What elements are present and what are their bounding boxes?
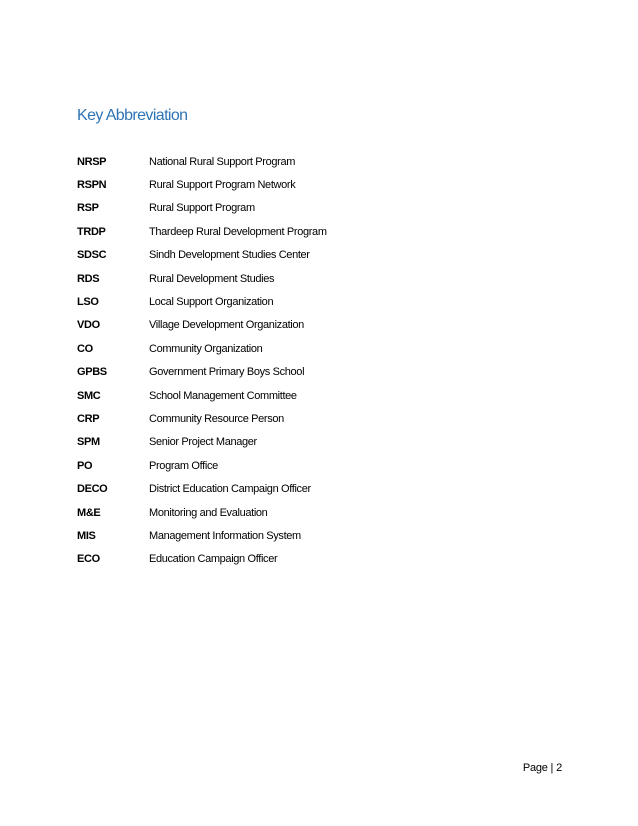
list-item bbox=[77, 548, 327, 571]
abbreviation-definition: Community Organization bbox=[149, 342, 263, 355]
abbreviation-definition: Village Development Organization bbox=[149, 319, 304, 332]
abbreviation-definition: Local Support Organization bbox=[149, 296, 274, 309]
abbreviation-definition: Monitoring and Evaluation bbox=[149, 506, 268, 519]
abbreviation-definition: Management Information System bbox=[149, 529, 301, 542]
list-item bbox=[77, 197, 327, 220]
list-item bbox=[77, 314, 327, 337]
list-item bbox=[77, 244, 327, 267]
abbreviation-term: CRP bbox=[77, 412, 100, 425]
list-item bbox=[77, 384, 327, 407]
list-item bbox=[77, 454, 327, 477]
abbreviation-definition: Program Office bbox=[149, 459, 218, 472]
list-item bbox=[77, 150, 327, 173]
abbreviation-definition: Rural Development Studies bbox=[149, 272, 275, 285]
abbreviation-definition: National Rural Support Program bbox=[149, 155, 296, 168]
abbreviation-list bbox=[77, 150, 327, 571]
list-item bbox=[77, 407, 327, 430]
list-item bbox=[77, 524, 327, 547]
list-item bbox=[77, 337, 327, 360]
list-item bbox=[77, 290, 327, 313]
abbreviation-term: RSPN bbox=[77, 179, 107, 192]
list-item bbox=[77, 220, 327, 243]
abbreviation-term: SPM bbox=[77, 436, 100, 449]
list-item bbox=[77, 361, 327, 384]
abbreviation-term: VDO bbox=[77, 319, 100, 332]
abbreviation-definition: Government Primary Boys School bbox=[149, 366, 305, 379]
abbreviation-term: TRDP bbox=[77, 225, 106, 238]
list-item bbox=[77, 431, 327, 454]
abbreviation-term: M&E bbox=[77, 506, 101, 519]
abbreviation-term: SMC bbox=[77, 389, 101, 402]
abbreviation-term: RSP bbox=[77, 202, 99, 215]
abbreviation-definition: District Education Campaign Officer bbox=[149, 483, 311, 496]
abbreviation-term: MIS bbox=[77, 529, 96, 542]
abbreviation-definition: Education Campaign Officer bbox=[149, 553, 278, 566]
list-item bbox=[77, 501, 327, 524]
abbreviation-definition: Sindh Development Studies Center bbox=[149, 249, 310, 262]
list-item bbox=[77, 173, 327, 196]
abbreviation-term: RDS bbox=[77, 272, 100, 285]
abbreviation-definition: Community Resource Person bbox=[149, 412, 284, 425]
abbreviation-term: CO bbox=[77, 342, 93, 355]
page-title: Key Abbreviation bbox=[77, 107, 188, 124]
abbreviation-term: DECO bbox=[77, 483, 108, 496]
abbreviation-definition: Senior Project Manager bbox=[149, 436, 257, 449]
abbreviation-definition: Thardeep Rural Development Program bbox=[149, 225, 327, 238]
abbreviation-definition: School Management Committee bbox=[149, 389, 297, 402]
page-number: Page | 2 bbox=[522, 762, 562, 774]
abbreviation-definition: Rural Support Program Network bbox=[149, 179, 296, 192]
abbreviation-term: PO bbox=[77, 459, 93, 472]
abbreviation-term: GPBS bbox=[77, 366, 107, 379]
abbreviation-definition: Rural Support Program bbox=[149, 202, 255, 215]
abbreviation-term: LSO bbox=[77, 296, 99, 309]
abbreviation-term: SDSC bbox=[77, 249, 107, 262]
abbreviation-term: NRSP bbox=[77, 155, 107, 168]
abbreviation-term: ECO bbox=[77, 553, 100, 566]
list-item bbox=[77, 267, 327, 290]
list-item bbox=[77, 477, 327, 500]
